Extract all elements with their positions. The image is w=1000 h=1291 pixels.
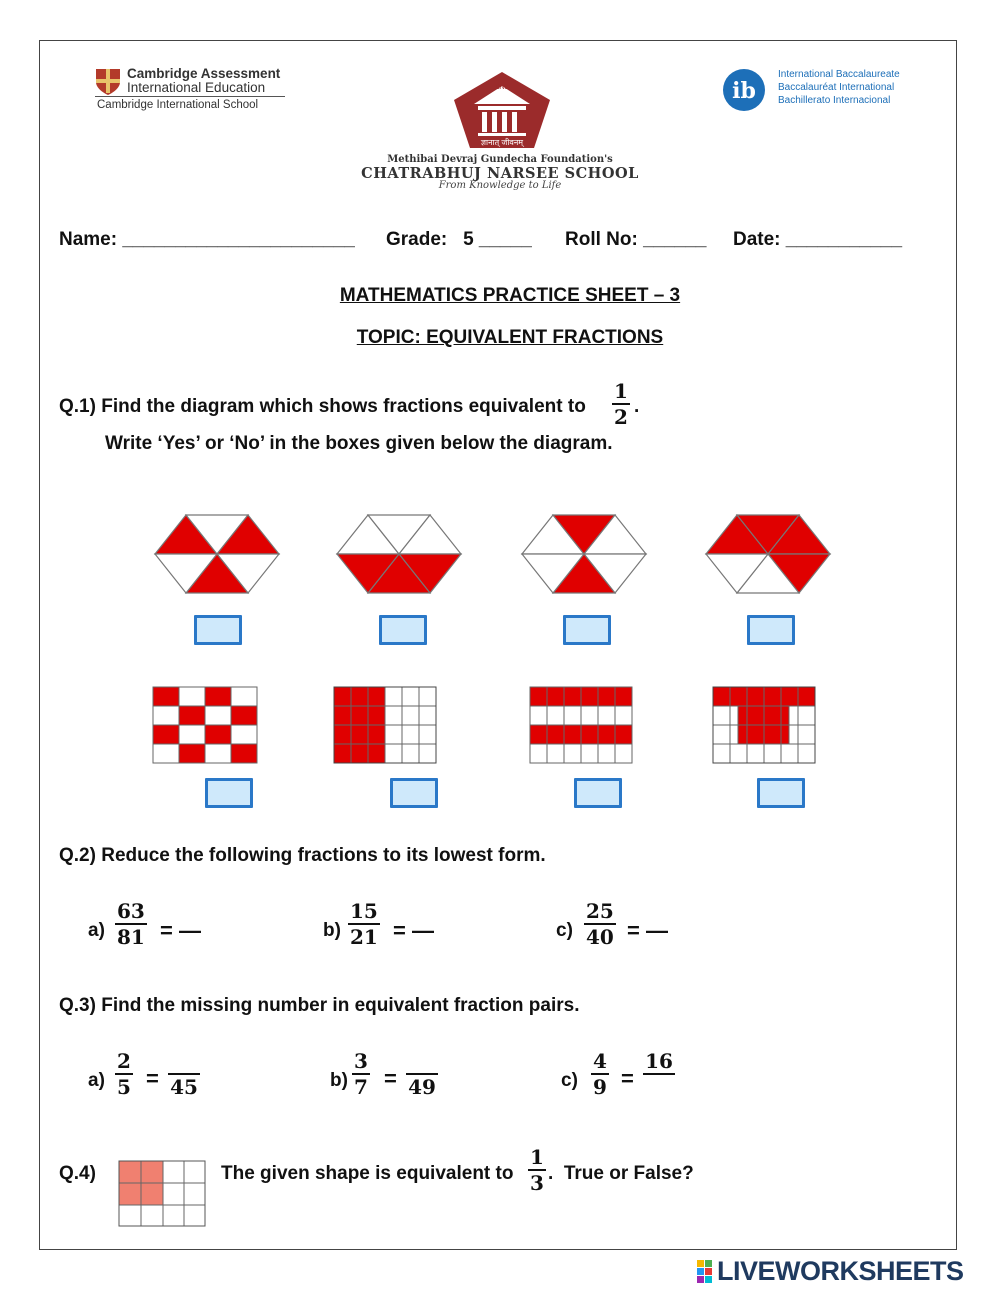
q3-a-rden: 45 [170, 1075, 198, 1099]
q3-a-rnum[interactable] [168, 1049, 200, 1075]
q4-tail: . True or False? [548, 1163, 694, 1184]
q2-c-num: 25 [586, 899, 614, 923]
q1-line2: Write ‘Yes’ or ‘No’ in the boxes given below the diagram. [105, 433, 613, 454]
q1-fraction [612, 379, 630, 429]
answer-box-hex-1[interactable] [194, 615, 242, 645]
q3-c-right-fraction[interactable] [643, 1049, 675, 1099]
q3-b-left-fraction [352, 1049, 370, 1099]
liveworksheets-text: LIVEWORKSHEETS [717, 1256, 964, 1286]
cambridge-line2: International Education [127, 80, 266, 95]
hexagon-2 [337, 515, 461, 593]
name-field[interactable]: Name: ______________________ [59, 229, 355, 250]
q3-b-label: b) [330, 1070, 348, 1091]
q3-a-label: a) [88, 1070, 105, 1091]
q3-b-eq: = [384, 1066, 397, 1091]
q3-a-eq: = [146, 1066, 159, 1091]
grid-1 [153, 687, 257, 763]
q2-a-den: 81 [117, 925, 145, 949]
school-tagline: From Knowledge to Life [438, 180, 562, 191]
q1-text: Q.1) Find the diagram which shows fractions equivalent to [59, 396, 586, 417]
q2-c-fraction [584, 899, 616, 949]
q3-b-right-fraction[interactable] [406, 1049, 438, 1099]
grid-2 [334, 687, 436, 763]
answer-box-hex-3[interactable] [563, 615, 611, 645]
crest-text: CNS [495, 85, 509, 91]
hexagon-diagrams [150, 508, 840, 600]
q2-text: Q.2) Reduce the following fractions to its lowest form. [59, 845, 546, 866]
q2-b-fraction [348, 899, 380, 949]
hexagon-3 [522, 515, 646, 593]
q2-a-num: 63 [117, 899, 145, 923]
q3-a-right-fraction[interactable] [168, 1049, 200, 1099]
answer-box-grid-1[interactable] [205, 778, 253, 808]
ib-line2: Baccalauréat International [778, 82, 895, 93]
school-name: CHATRABHUJ NARSEE SCHOOL [361, 165, 639, 182]
q1-frac-num: 1 [614, 379, 628, 403]
topic-title: TOPIC: EQUIVALENT FRACTIONS [356, 327, 664, 348]
ib-icon [720, 68, 770, 112]
q2-b-den: 21 [350, 925, 378, 949]
q3-c-rnum: 16 [643, 1049, 675, 1075]
q2-b-answer[interactable]: = — [393, 918, 434, 943]
hexagon-4 [706, 515, 830, 593]
q1-frac-den: 2 [614, 405, 628, 429]
q2-c-label: c) [556, 920, 573, 941]
ib-line1: International Baccalaureate [778, 69, 900, 80]
answer-box-grid-4[interactable] [757, 778, 805, 808]
q1-period: . [634, 396, 640, 417]
q2-a-fraction [115, 899, 147, 949]
school-foundation: Methibai Devraj Gundecha Foundation's [387, 154, 613, 165]
q4-frac-num: 1 [530, 1145, 544, 1169]
q3-b-num: 3 [354, 1049, 368, 1073]
date-field[interactable]: Date: ___________ [733, 229, 903, 250]
q3-a-left-fraction [115, 1049, 133, 1099]
q2-a-answer[interactable]: = — [160, 918, 201, 943]
grid-3 [530, 687, 632, 763]
ib-line3: Bachillerato Internacional [778, 95, 891, 106]
answer-box-hex-4[interactable] [747, 615, 795, 645]
cambridge-line1: Cambridge Assessment [127, 66, 281, 81]
q2-a-label: a) [88, 920, 105, 941]
q4-fraction [528, 1145, 546, 1195]
q3-b-den: 7 [354, 1075, 368, 1099]
q4-text: The given shape is equivalent to [221, 1163, 514, 1184]
answer-box-hex-2[interactable] [379, 615, 427, 645]
rectangle-diagrams [150, 684, 820, 769]
cambridge-line3: Cambridge International School [97, 99, 259, 111]
crest-motto: ज्ञानात् जीवनम् [480, 138, 524, 147]
hexagon-1 [155, 515, 279, 593]
q3-b-rden: 49 [408, 1075, 436, 1099]
q3-c-num: 4 [593, 1049, 607, 1073]
q3-text: Q.3) Find the missing number in equivalent fraction pairs. [59, 995, 580, 1016]
q2-b-label: b) [323, 920, 341, 941]
answer-box-grid-3[interactable] [574, 778, 622, 808]
q3-c-label: c) [561, 1070, 578, 1091]
q3-c-eq: = [621, 1066, 634, 1091]
q2-c-den: 40 [586, 925, 614, 949]
q4-frac-den: 3 [530, 1171, 544, 1195]
q3-c-den: 9 [593, 1075, 607, 1099]
school-crest [452, 70, 552, 150]
q4-grid [118, 1160, 208, 1228]
q3-a-num: 2 [117, 1049, 131, 1073]
q2-b-num: 15 [350, 899, 378, 923]
grade-field[interactable]: Grade: 5 _____ [386, 229, 532, 250]
sheet-title: MATHEMATICS PRACTICE SHEET – 3 [339, 285, 681, 306]
q3-b-rnum[interactable] [406, 1049, 438, 1075]
cambridge-shield-icon [95, 68, 121, 96]
grid-4 [713, 687, 815, 763]
answer-box-grid-2[interactable] [390, 778, 438, 808]
q4-label: Q.4) [59, 1163, 96, 1184]
q3-c-rden[interactable] [643, 1075, 675, 1099]
roll-no-field[interactable]: Roll No: ______ [565, 229, 707, 250]
q3-a-den: 5 [117, 1075, 131, 1099]
q2-c-answer[interactable]: = — [627, 918, 668, 943]
svg-text:ib: ib [732, 78, 756, 104]
q3-c-left-fraction [591, 1049, 609, 1099]
